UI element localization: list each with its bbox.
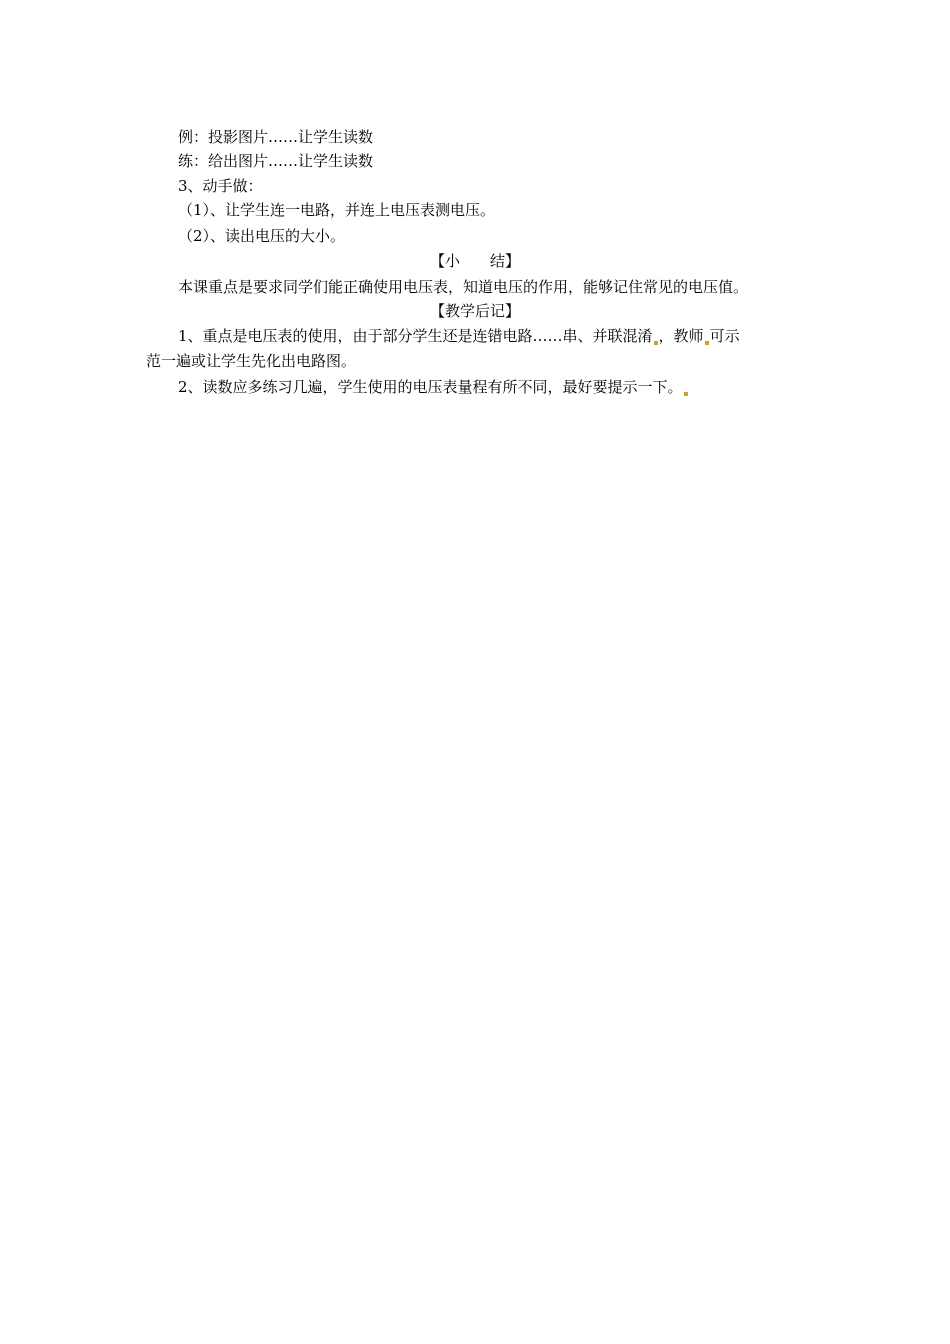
postscript-item-2-text: 2、读数应多练习几遍，学生使用的电压表量程有所不同，最好要提示一下。 (178, 378, 683, 396)
postscript-item-2 (178, 377, 689, 397)
postscript-item-1-continued: 范一遍或让学生先化出电路图。 (146, 352, 357, 370)
highlight-mark (705, 341, 709, 345)
highlight-mark (654, 341, 658, 345)
step-2-line: （2）、读出电压的大小。 (178, 227, 346, 245)
highlight-mark (684, 392, 688, 396)
postscript-heading: 【教学后记】 (429, 302, 520, 320)
postscript-item-1-part-3: 可示 (709, 327, 740, 345)
summary-text: 本课重点是要求同学们能正确使用电压表，知道电压的作用，能够记住常见的电压值。 (178, 278, 749, 296)
summary-heading: 【小 结】 (429, 252, 520, 270)
example-line: 例：投影图片……让学生读数 (178, 128, 374, 146)
hands-on-heading: 3、动手做： (178, 177, 263, 195)
postscript-item-1-part-2: ，教师 (658, 327, 704, 345)
exercise-line: 练：给出图片……让学生读数 (178, 152, 374, 170)
postscript-item-1 (178, 326, 740, 346)
postscript-item-1-part-1: 1、重点是电压表的使用，由于部分学生还是连错电路……串、并联混淆 (178, 327, 653, 345)
step-1-line: （1）、让学生连一电路，并连上电压表测电压。 (178, 201, 496, 219)
